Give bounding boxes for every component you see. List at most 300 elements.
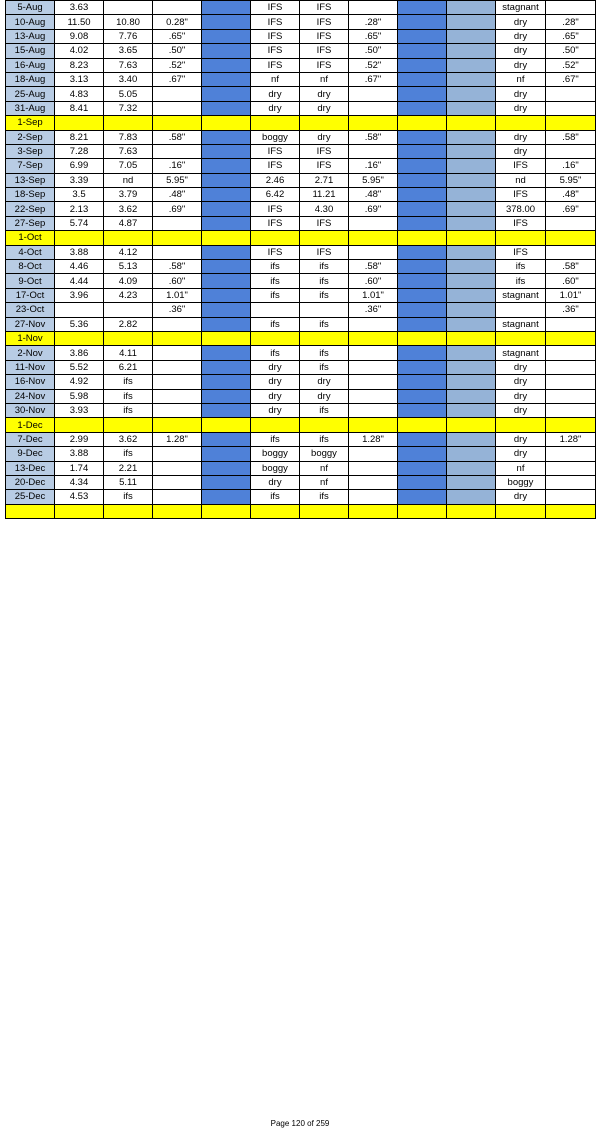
table-row [6,260,596,274]
table-cell [447,475,496,489]
table-cell: dry [496,15,546,29]
table-cell [447,202,496,216]
table-body [6,1,596,519]
table-cell: boggy [251,130,300,144]
table-cell: 4.83 [55,87,104,101]
table-cell: nd [104,173,153,187]
table-cell [447,375,496,389]
table-cell [104,116,153,130]
table-cell: dry [251,360,300,374]
table-cell [202,72,251,86]
table-cell: dry [496,403,546,417]
date-cell: 4-Oct [6,245,55,259]
table-cell [447,101,496,115]
table-cell [398,274,447,288]
table-cell [447,447,496,461]
table-cell [398,130,447,144]
table-cell [300,418,349,432]
table-cell: ifs [104,375,153,389]
table-cell [202,245,251,259]
date-cell: 2-Nov [6,346,55,360]
table-cell [546,245,596,259]
table-cell [202,461,251,475]
table-cell [546,101,596,115]
table-cell: 1.01" [546,288,596,302]
date-cell: 7-Dec [6,432,55,446]
table-cell [251,418,300,432]
table-cell [447,72,496,86]
table-row [6,288,596,302]
table-cell [55,331,104,345]
table-cell: nf [251,72,300,86]
table-cell [398,144,447,158]
data-table [5,0,596,519]
table-cell [349,1,398,15]
table-cell: 4.34 [55,475,104,489]
table-cell [202,389,251,403]
table-cell: dry [300,130,349,144]
table-cell: IFS [300,159,349,173]
table-cell: 3.40 [104,72,153,86]
table-cell [546,144,596,158]
table-cell: .67" [546,72,596,86]
table-cell [153,101,202,115]
table-cell: ifs [104,403,153,417]
table-cell: 11.50 [55,15,104,29]
table-cell [349,375,398,389]
table-cell: dry [251,403,300,417]
table-cell: 8.21 [55,130,104,144]
table-cell: ifs [300,274,349,288]
table-cell: .16" [546,159,596,173]
table-cell: .65" [349,29,398,43]
table-cell: .16" [153,159,202,173]
table-row [6,202,596,216]
table-cell: .69" [546,202,596,216]
date-cell: 10-Aug [6,15,55,29]
table-cell: ifs [300,432,349,446]
table-cell [153,389,202,403]
table-row [6,188,596,202]
table-cell [447,389,496,403]
table-cell: 3.88 [55,245,104,259]
date-cell: 25-Dec [6,490,55,504]
table-cell: .28" [349,15,398,29]
table-cell [546,346,596,360]
month-header-row [6,231,596,245]
table-cell: 4.30 [300,202,349,216]
table-cell: 2.13 [55,202,104,216]
table-cell [447,87,496,101]
table-cell [202,475,251,489]
table-cell: dry [300,389,349,403]
table-row [6,346,596,360]
table-cell [398,288,447,302]
table-cell: nf [300,475,349,489]
table-cell: 6.99 [55,159,104,173]
table-row [6,303,596,317]
month-header-row [6,116,596,130]
date-cell: 5-Aug [6,1,55,15]
table-cell [447,58,496,72]
table-cell [398,360,447,374]
table-cell: 4.87 [104,216,153,230]
table-cell: .50" [153,44,202,58]
table-cell: .65" [546,29,596,43]
table-cell [398,1,447,15]
table-cell: IFS [251,44,300,58]
table-cell: 3.63 [55,1,104,15]
table-cell [398,303,447,317]
table-cell: .28" [546,15,596,29]
table-cell [153,403,202,417]
table-cell: .58" [546,130,596,144]
table-cell: 1.28" [349,432,398,446]
date-cell: 1-Dec [6,418,55,432]
table-cell [104,331,153,345]
table-cell: .52" [546,58,596,72]
table-cell: boggy [251,461,300,475]
table-cell [104,504,153,518]
table-cell: 1.01" [349,288,398,302]
table-cell [104,231,153,245]
table-cell [546,116,596,130]
table-cell: ifs [300,490,349,504]
table-cell: .69" [153,202,202,216]
table-cell [546,447,596,461]
date-cell: 18-Aug [6,72,55,86]
table-cell: 5.05 [104,87,153,101]
table-cell: IFS [251,159,300,173]
table-cell [398,216,447,230]
table-cell: 378.00 [496,202,546,216]
table-cell [202,331,251,345]
table-cell [202,490,251,504]
table-cell [349,389,398,403]
table-cell [349,475,398,489]
table-cell [202,231,251,245]
table-cell: .60" [349,274,398,288]
table-cell [447,346,496,360]
table-cell [447,15,496,29]
table-cell [55,116,104,130]
table-cell [398,418,447,432]
table-cell: IFS [300,245,349,259]
table-row [6,44,596,58]
table-cell: 1.28" [153,432,202,446]
table-cell [104,1,153,15]
table-cell [447,403,496,417]
table-cell: dry [300,101,349,115]
table-cell: ifs [251,317,300,331]
table-cell: 4.46 [55,260,104,274]
table-cell [349,245,398,259]
table-cell [398,375,447,389]
table-row [6,375,596,389]
table-cell [398,15,447,29]
table-cell: 3.65 [104,44,153,58]
table-cell [447,274,496,288]
table-cell: 5.98 [55,389,104,403]
table-cell: 5.11 [104,475,153,489]
table-row [6,15,596,29]
table-cell [153,245,202,259]
table-cell: 4.44 [55,274,104,288]
table-cell [202,116,251,130]
table-cell [398,159,447,173]
table-cell: ifs [251,490,300,504]
table-cell [349,317,398,331]
table-cell: IFS [251,15,300,29]
table-cell: .58" [153,130,202,144]
table-cell [546,475,596,489]
date-cell: 1-Sep [6,116,55,130]
table-cell [55,231,104,245]
table-cell [202,44,251,58]
table-cell [202,303,251,317]
date-cell: 1-Oct [6,231,55,245]
table-row [6,389,596,403]
table-cell [447,504,496,518]
table-cell: 11.21 [300,188,349,202]
table-row [6,274,596,288]
table-cell: 3.79 [104,188,153,202]
table-cell: dry [496,130,546,144]
table-cell: nf [300,72,349,86]
table-cell [398,432,447,446]
table-cell: ifs [300,260,349,274]
table-cell [153,116,202,130]
table-cell: boggy [496,475,546,489]
table-cell [398,504,447,518]
table-cell [496,504,546,518]
table-cell: .48" [546,188,596,202]
table-cell: ifs [300,288,349,302]
table-cell: IFS [300,216,349,230]
table-cell: dry [251,389,300,403]
table-cell [398,231,447,245]
date-cell [6,504,55,518]
table-cell [496,331,546,345]
date-cell: 15-Aug [6,44,55,58]
table-cell [202,202,251,216]
table-cell [153,461,202,475]
table-cell: 1.74 [55,461,104,475]
date-cell: 20-Dec [6,475,55,489]
table-cell: .58" [546,260,596,274]
table-cell [153,475,202,489]
table-cell [349,504,398,518]
table-cell: .36" [349,303,398,317]
table-cell [202,360,251,374]
table-cell: dry [496,490,546,504]
date-cell: 16-Aug [6,58,55,72]
table-row [6,403,596,417]
table-cell [447,159,496,173]
table-cell: 7.76 [104,29,153,43]
table-cell [251,331,300,345]
table-cell: 4.53 [55,490,104,504]
table-cell [153,490,202,504]
table-cell: stagnant [496,288,546,302]
page-number: Page 120 of 259 [270,1119,330,1128]
table-cell: 2.21 [104,461,153,475]
table-cell: dry [251,475,300,489]
table-cell: 5.95" [153,173,202,187]
date-cell: 22-Sep [6,202,55,216]
table-cell: IFS [251,1,300,15]
date-cell: 11-Nov [6,360,55,374]
table-cell [202,274,251,288]
table-cell [447,245,496,259]
table-row [6,101,596,115]
table-cell [496,303,546,317]
table-cell: IFS [496,216,546,230]
date-cell: 17-Oct [6,288,55,302]
table-cell: dry [496,360,546,374]
table-cell [153,317,202,331]
table-cell [55,303,104,317]
table-cell [398,29,447,43]
table-cell: 8.41 [55,101,104,115]
table-cell [153,331,202,345]
table-cell: stagnant [496,317,546,331]
table-cell [202,15,251,29]
table-cell: 1.28" [546,432,596,446]
table-cell: IFS [251,144,300,158]
table-cell [447,116,496,130]
table-cell [349,418,398,432]
table-cell: ifs [300,403,349,417]
date-cell: 9-Oct [6,274,55,288]
table-cell [104,418,153,432]
table-cell [546,317,596,331]
table-row [6,360,596,374]
table-row [6,72,596,86]
table-row [6,87,596,101]
table-cell [153,87,202,101]
table-cell: boggy [300,447,349,461]
table-row [6,317,596,331]
table-cell [349,144,398,158]
table-cell: 9.08 [55,29,104,43]
table-cell: 3.62 [104,202,153,216]
table-cell [349,331,398,345]
table-cell [496,418,546,432]
table-cell [546,331,596,345]
table-cell [398,245,447,259]
table-cell: 3.96 [55,288,104,302]
table-cell [251,504,300,518]
table-cell [398,346,447,360]
table-cell [398,447,447,461]
table-cell: ifs [251,260,300,274]
table-cell [447,418,496,432]
table-cell [349,346,398,360]
table-cell: .52" [153,58,202,72]
table-cell [546,504,596,518]
month-header-row [6,504,596,518]
table-cell: 4.11 [104,346,153,360]
table-cell: .58" [153,260,202,274]
table-cell [447,288,496,302]
table-cell: stagnant [496,1,546,15]
table-cell: IFS [300,29,349,43]
table-cell: 5.52 [55,360,104,374]
table-cell [349,116,398,130]
table-cell [398,475,447,489]
table-cell: IFS [300,44,349,58]
table-cell: IFS [251,29,300,43]
table-cell: IFS [496,159,546,173]
table-cell: dry [300,87,349,101]
table-cell: dry [496,432,546,446]
table-cell [398,490,447,504]
table-cell: 2.99 [55,432,104,446]
table-cell [251,303,300,317]
table-cell [202,346,251,360]
date-cell: 31-Aug [6,101,55,115]
table-cell: 2.71 [300,173,349,187]
table-cell [447,303,496,317]
table-row [6,1,596,15]
table-cell [202,418,251,432]
table-cell: IFS [300,58,349,72]
table-cell: 3.5 [55,188,104,202]
table-cell: IFS [300,15,349,29]
table-cell: IFS [496,188,546,202]
table-cell [447,260,496,274]
table-cell: dry [496,447,546,461]
table-cell: 2.46 [251,173,300,187]
table-cell: IFS [300,144,349,158]
table-cell [55,418,104,432]
date-cell: 2-Sep [6,130,55,144]
table-cell [202,144,251,158]
table-cell [447,317,496,331]
table-cell [300,331,349,345]
date-cell: 23-Oct [6,303,55,317]
table-cell: .52" [349,58,398,72]
table-cell [447,432,496,446]
table-cell: dry [496,101,546,115]
table-cell [202,504,251,518]
table-cell [398,188,447,202]
table-cell [202,288,251,302]
table-row [6,432,596,446]
date-cell: 27-Sep [6,216,55,230]
table-cell [300,303,349,317]
table-cell: .60" [546,274,596,288]
table-cell [546,216,596,230]
table-cell: nf [496,461,546,475]
table-cell: 4.23 [104,288,153,302]
table-cell [398,403,447,417]
table-cell [447,144,496,158]
table-cell: 5.13 [104,260,153,274]
table-cell [349,360,398,374]
date-cell: 30-Nov [6,403,55,417]
table-cell [104,303,153,317]
table-cell [202,432,251,446]
table-cell: 5.95" [546,173,596,187]
table-cell [546,418,596,432]
table-cell: nf [496,72,546,86]
table-cell [398,116,447,130]
table-cell [398,87,447,101]
table-cell: 3.62 [104,432,153,446]
table-cell [300,116,349,130]
